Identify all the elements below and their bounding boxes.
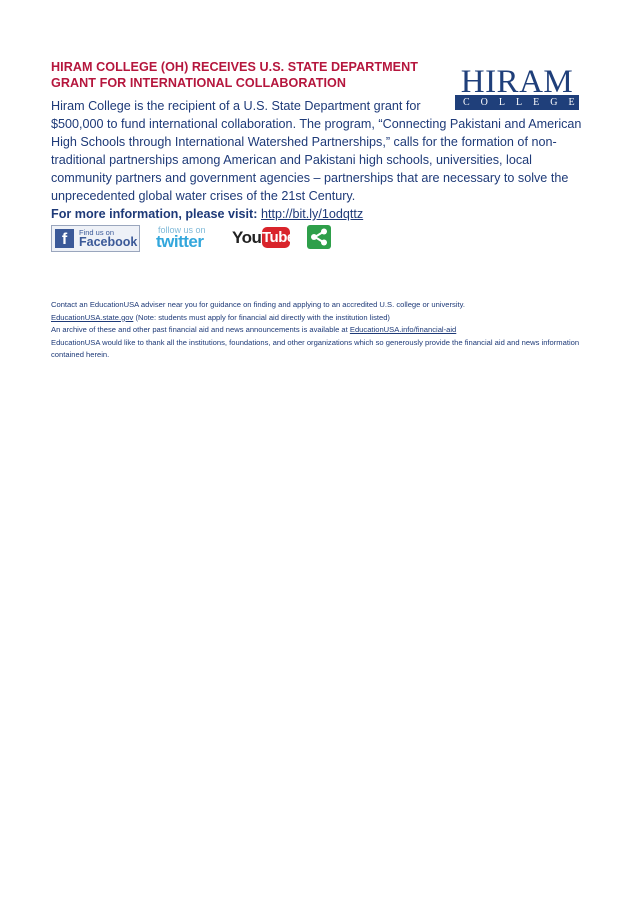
- footer-line-1: Contact an EducationUSA adviser near you for guidance on finding and applying to an accredited U.S. college or university.: [51, 300, 465, 309]
- facebook-big-text: Facebook: [79, 235, 138, 249]
- educationusa-state-link[interactable]: EducationUSA.state.gov: [51, 312, 134, 322]
- share-button[interactable]: [307, 225, 331, 249]
- youtube-button[interactable]: [232, 225, 295, 251]
- twitter-icon: twitter: [156, 232, 204, 251]
- facebook-small-text: Find us on: [79, 228, 115, 237]
- footer-archive-text: An archive of these and other past financial aid and news announcements is available at: [51, 325, 350, 335]
- more-info-link[interactable]: http://bit.ly/1odqttz: [260, 207, 364, 221]
- logo: [455, 67, 586, 111]
- footer-note: (Note: students must apply for financial aid directly with the institution listed): [133, 312, 390, 322]
- facebook-button[interactable]: [51, 225, 140, 252]
- announcement: [51, 59, 591, 360]
- article-rest: $500,000 to fund international collaboration. The program, “Connecting Pakistani and American High Schools through International Watershed Partnerships,” calls for the formation of non-traditional partnerships among American and Pakistani high schools, universities, local community partners and government agencies – partnerships that are necessary to solve the unprecedented global water crises of the 21st Century.: [51, 117, 582, 203]
- footer: [51, 299, 591, 362]
- logo-wordmark: HIRAM: [460, 67, 574, 95]
- social-links: [51, 225, 351, 253]
- facebook-icon: f: [55, 229, 74, 248]
- share-icon: [307, 225, 331, 249]
- youtube-icon: Tube: [262, 229, 295, 246]
- youtube-you-text: You: [232, 228, 262, 247]
- headline-line-2: GRANT FOR INTERNATIONAL COLLABORATION: [51, 76, 346, 90]
- financial-aid-archive-link[interactable]: EducationUSA.info/financial-aid: [349, 325, 457, 335]
- twitter-small-text: follow us on: [158, 225, 206, 235]
- logo-subtitle: COLLEGE: [455, 95, 579, 110]
- article-line-1: Hiram College is the recipient of a U.S. State Department grant for: [51, 99, 421, 113]
- footer-line-4: EducationUSA would like to thank all the institutions, foundations, and other organizations which so generously provide the financial aid and news information contained herein.: [51, 337, 580, 360]
- footer-line-2: [51, 312, 591, 325]
- footer-line-3: [51, 324, 591, 337]
- twitter-button[interactable]: [156, 225, 216, 251]
- headline-line-1: HIRAM COLLEGE (OH) RECEIVES U.S. STATE DEPARTMENT: [51, 60, 418, 74]
- article-body: [51, 97, 591, 223]
- more-info-label: For more information, please visit:: [51, 207, 258, 221]
